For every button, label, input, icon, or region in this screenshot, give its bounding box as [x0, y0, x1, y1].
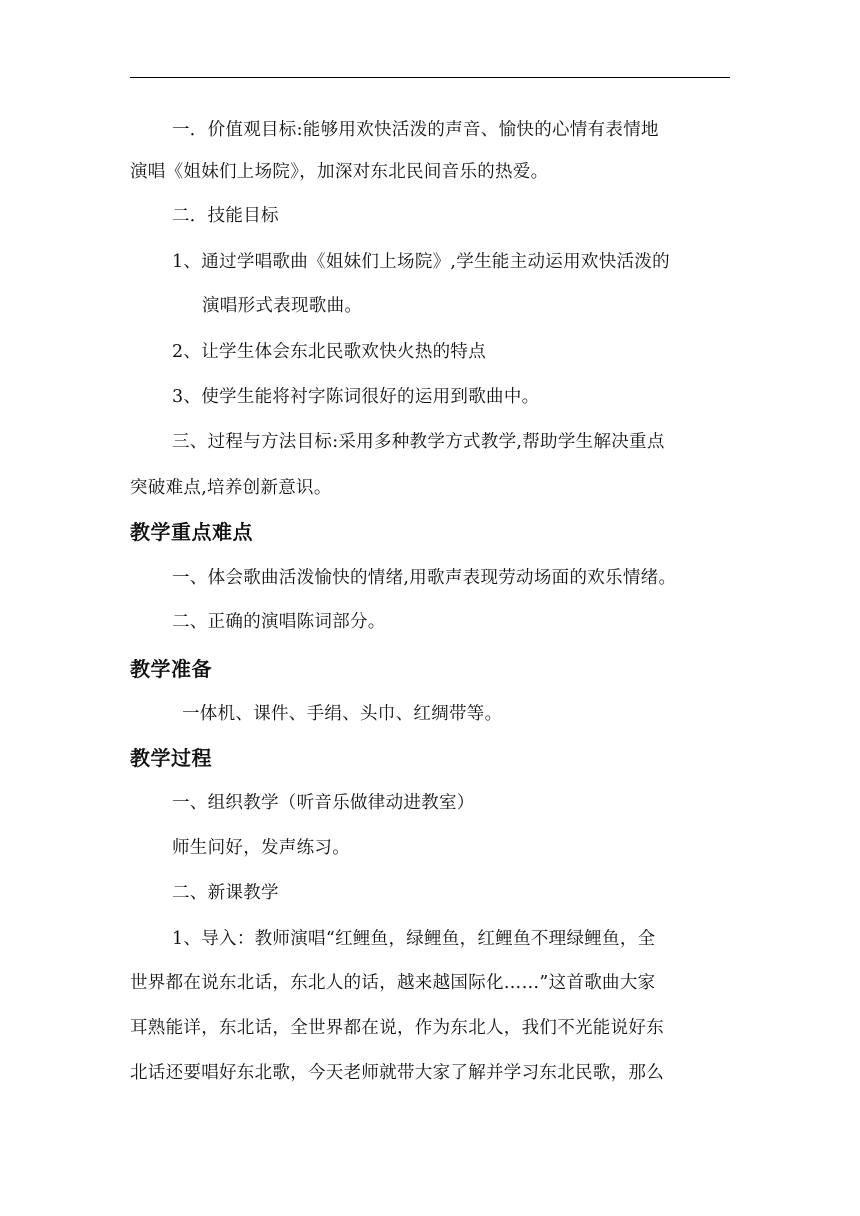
process-intro-line-4: 北话还要唱好东北歌，今天老师就带大家了解并学习东北民歌，那么 [130, 1063, 664, 1083]
preparation-heading: 教学准备 [130, 657, 212, 681]
goal-process-line-2: 突破难点,培养创新意识。 [130, 478, 332, 498]
process-step-1: 一、组织教学（听音乐做律动进教室） [172, 793, 475, 813]
key-points-item-2: 二、正确的演唱陈词部分。 [172, 612, 386, 632]
process-greeting: 师生问好，发声练习。 [172, 838, 350, 858]
process-step-2: 二、新课教学 [172, 883, 279, 903]
key-points-item-1: 一、体会歌曲活泼愉快的情绪,用歌声表现劳动场面的欢乐情绪。 [172, 568, 677, 588]
process-intro-line-2: 世界都在说东北话，东北人的话，越来越国际化……”这首歌曲大家 [130, 973, 656, 993]
goal-skills-item-1-line-1: 1、通过学唱歌曲《姐妹们上场院》,学生能主动运用欢快活泼的 [172, 252, 670, 272]
preparation-text: 一体机、课件、手绢、头巾、红绸带等。 [182, 704, 503, 724]
process-heading: 教学过程 [130, 746, 212, 770]
process-intro-line-3: 耳熟能详，东北话，全世界都在说，作为东北人，我们不光能说好东 [130, 1018, 664, 1038]
goal-skills-title: 二．技能目标 [172, 206, 279, 226]
goal-skills-item-1-line-2: 演唱形式表现歌曲。 [202, 296, 363, 316]
goal-skills-item-2: 2、让学生体会东北民歌欢快火热的特点 [172, 342, 487, 362]
goal-values-line-1: 一．价值观目标:能够用欢快活泼的声音、愉快的心情有表情地 [172, 120, 659, 140]
header-rule [130, 77, 730, 78]
process-intro-line-1: 1、导入：教师演唱“红鲤鱼，绿鲤鱼，红鲤鱼不理绿鲤鱼，全 [172, 929, 656, 949]
goal-values-line-2: 演唱《姐妹们上场院》，加深对东北民间音乐的热爱。 [130, 162, 549, 182]
goal-skills-item-3: 3、使学生能将衬字陈词很好的运用到歌曲中。 [172, 387, 540, 407]
key-points-heading: 教学重点难点 [130, 520, 253, 544]
goal-process-line-1: 三、过程与方法目标:采用多种教学方式教学,帮助学生解决重点 [172, 432, 665, 452]
